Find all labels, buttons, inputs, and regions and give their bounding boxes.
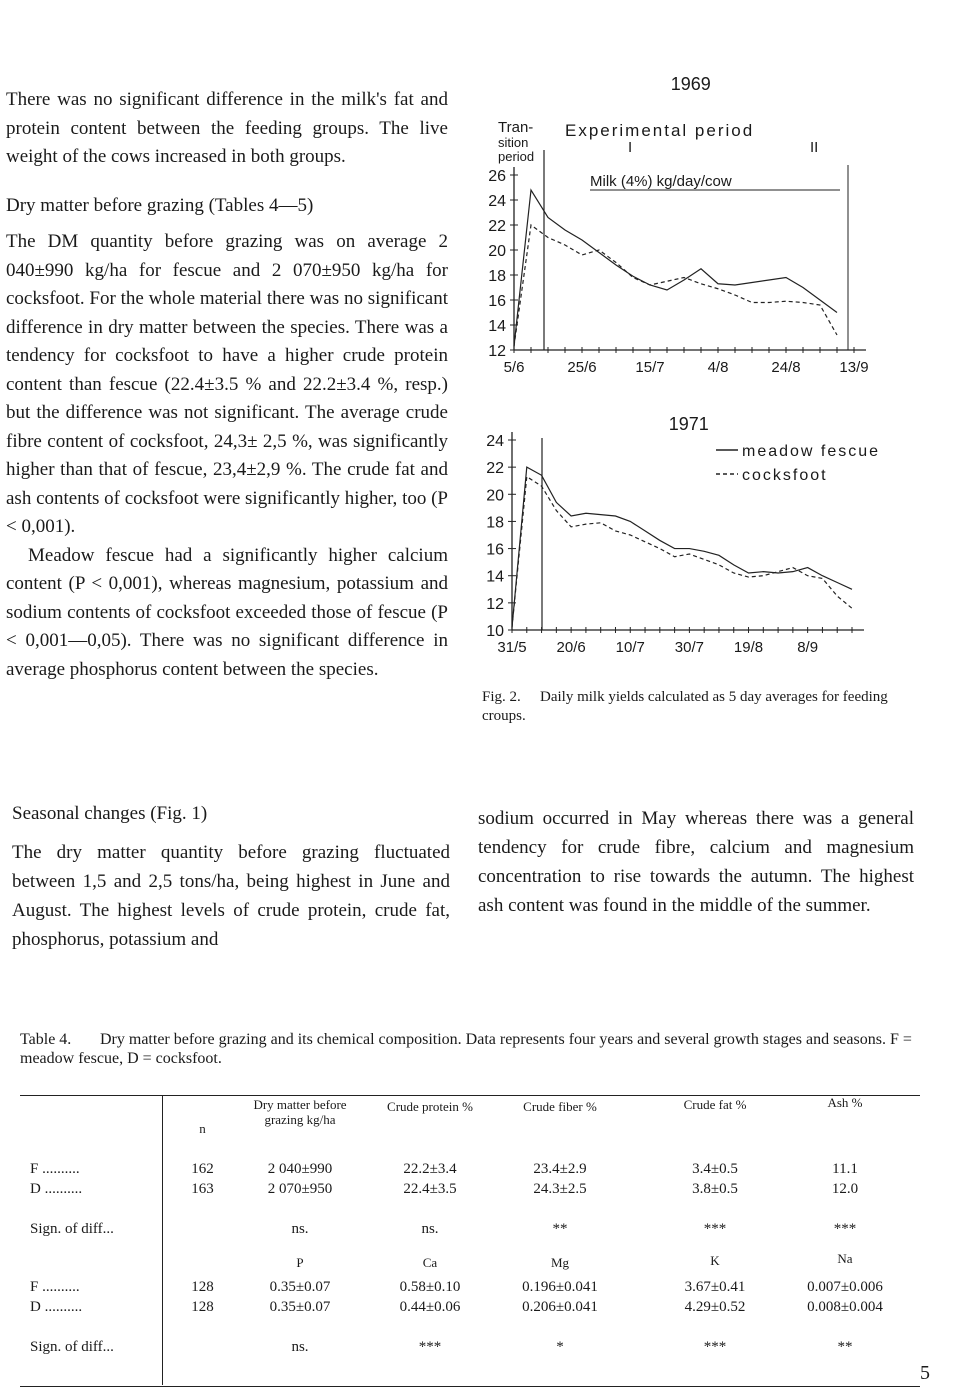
header-na: Na <box>837 1251 853 1266</box>
paragraph-dm-quantity: The DM quantity before grazing was on average 2 040±990 kg/ha for fescue and 2 070±950 kg/ha for cocksfoot. For the whole material there was no significant difference in dry matter between the species. There was a tendency for cocksfoot to have a higher crude protein content than fescue (22.4±3.5 % and 22.2±3.4 %, resp.) but the difference was not significant. The average crude fibre content of cocksfoot, 24,3± 2,5 %, was significantly higher than that of fescue, 23,4±2,9 %. The crude fat and ash contents of cocksfoot were significantly higher, too (P < 0,001). <box>6 231 448 537</box>
chart-title: 1969 <box>670 74 711 94</box>
x-tick-label: 5/6 <box>503 359 525 376</box>
table-caption-text: Dry matter before grazing and its chemical composition. Data represents four years and several growth stages and seasons. F = meadow fescue, D = cocksfoot. <box>20 1031 912 1067</box>
x-tick-label: 31/5 <box>497 639 527 656</box>
period-I-label: I <box>628 139 633 156</box>
page-number: 5 <box>920 1362 930 1384</box>
x-tick-label: 15/7 <box>635 359 665 376</box>
header-dry-matter: Dry matter before grazing kg/ha <box>253 1097 347 1127</box>
period-label-tran: Tran- <box>498 119 534 136</box>
y-tick-label: 18 <box>486 514 504 532</box>
y-tick-label: 24 <box>486 433 504 450</box>
y-tick-label: 22 <box>488 218 506 235</box>
y-tick-label: 14 <box>488 318 506 335</box>
header-n: n <box>199 1121 206 1136</box>
y-tick-label: 14 <box>486 568 504 586</box>
table-row-d1: D .......... 163 2 070±950 22.4±3.5 24.3±2.5 3.8±0.5 12.0 <box>30 1181 859 1197</box>
series-line-meadow-fescue <box>512 467 852 627</box>
x-tick-label: 10/7 <box>615 639 645 656</box>
y-tick-label: 18 <box>488 268 506 285</box>
section-heading-dry-matter: Dry matter before grazing (Tables 4—5) <box>6 194 314 216</box>
table-caption <box>20 1030 920 1068</box>
y-tick-label: 24 <box>488 193 506 210</box>
x-tick-label: 24/8 <box>771 359 801 376</box>
header-mg: Mg <box>550 1255 570 1270</box>
figure-caption <box>482 688 922 726</box>
y-tick-label: 16 <box>486 541 504 559</box>
header-ca: Ca <box>422 1255 438 1270</box>
series-line-cocksfoot <box>512 477 852 628</box>
legend-cocksfoot: cocksfoot <box>742 467 828 484</box>
table-row-f2: F .......... 128 0.35±0.07 0.58±0.10 0.196±0.041 3.67±0.41 0.007±0.006 <box>30 1279 883 1295</box>
period-label-period: period <box>498 149 535 164</box>
y-tick-label: 12 <box>488 343 506 360</box>
y-tick-label: 22 <box>486 460 504 478</box>
y-tick-label: 12 <box>486 595 504 613</box>
x-tick-label: 8/9 <box>797 639 819 656</box>
y-axis-label: Milk (4%) kg/day/cow <box>590 173 732 190</box>
y-tick-label: 26 <box>488 168 506 185</box>
x-tick-label: 30/7 <box>674 639 704 656</box>
table-caption-label: Table 4. <box>20 1031 72 1048</box>
x-tick-label: 13/9 <box>839 359 869 376</box>
seasonal-paragraph-left: The dry matter quantity before grazing fluctuated between 1,5 and 2,5 tons/ha, being highest in June and August. The highest levels of crude protein, crude fat, phosphorus, potassium and <box>12 842 450 950</box>
chart-title: 1971 <box>668 414 709 434</box>
y-tick-label: 10 <box>486 623 504 640</box>
period-label-sition: sition <box>498 135 529 150</box>
left-column-text <box>6 86 448 684</box>
header-crude-fat: Crude fat % <box>683 1097 747 1112</box>
chart-1969 <box>488 74 868 376</box>
period-II-label: II <box>810 139 819 156</box>
header-crude-protein: Crude protein % <box>387 1099 473 1114</box>
paragraph-minerals: Meadow fescue had a significantly higher calcium content (P < 0,001), whereas magnesium, potassium and sodium contents of cocksfoot exceeded those of fescue (P < 0,001—0,05). There was no significant difference in average phosphorus content between the species. <box>6 544 448 680</box>
experimental-label: Experimental period <box>565 121 755 140</box>
header-p: P <box>296 1255 304 1270</box>
y-tick-label: 20 <box>486 487 504 505</box>
table-row-sign2: Sign. of diff... ns. *** * *** ** <box>30 1339 853 1355</box>
table-row-sign1: Sign. of diff... ns. ns. ** *** *** <box>30 1221 857 1237</box>
header-crude-fiber: Crude fiber % <box>523 1099 597 1114</box>
x-tick-label: 20/6 <box>556 639 586 656</box>
y-tick-label: 16 <box>488 293 506 310</box>
chart-1971 <box>486 414 880 656</box>
header-ash: Ash % <box>827 1095 863 1110</box>
x-tick-label: 4/8 <box>707 359 729 376</box>
header-k: K <box>710 1253 720 1268</box>
table-row-f1: F .......... 162 2 040±990 22.2±3.4 23.4±2.9 3.4±0.5 11.1 <box>30 1161 858 1177</box>
figure-caption-text: Daily milk yields calculated as 5 day averages for feeding croups. <box>482 689 888 724</box>
seasonal-paragraph-right: sodium occurred in May whereas there was a general tendency for crude fibre, calcium and magnesium concentration to rise towards the autumn. The highest ash content was found in the middle of the summer. <box>478 808 914 916</box>
legend-meadow-fescue: meadow fescue <box>742 443 881 460</box>
x-tick-label: 25/6 <box>567 359 597 376</box>
y-tick-label: 20 <box>488 243 506 260</box>
figure-caption-label: Fig. 2. <box>482 689 521 705</box>
x-tick-label: 19/8 <box>733 639 764 656</box>
figure-2-milk-yield-chart <box>470 70 950 730</box>
series-line-meadow-fescue <box>514 190 837 346</box>
table-row-d2: D .......... 128 0.35±0.07 0.44±0.06 0.206±0.041 4.29±0.52 0.008±0.004 <box>30 1299 883 1315</box>
paragraph-milk-content: There was no significant difference in the milk's fat and protein content between the feeding groups. The live weight of the cows increased in both groups. <box>6 89 448 167</box>
section-heading-seasonal: Seasonal changes (Fig. 1) <box>12 803 208 824</box>
